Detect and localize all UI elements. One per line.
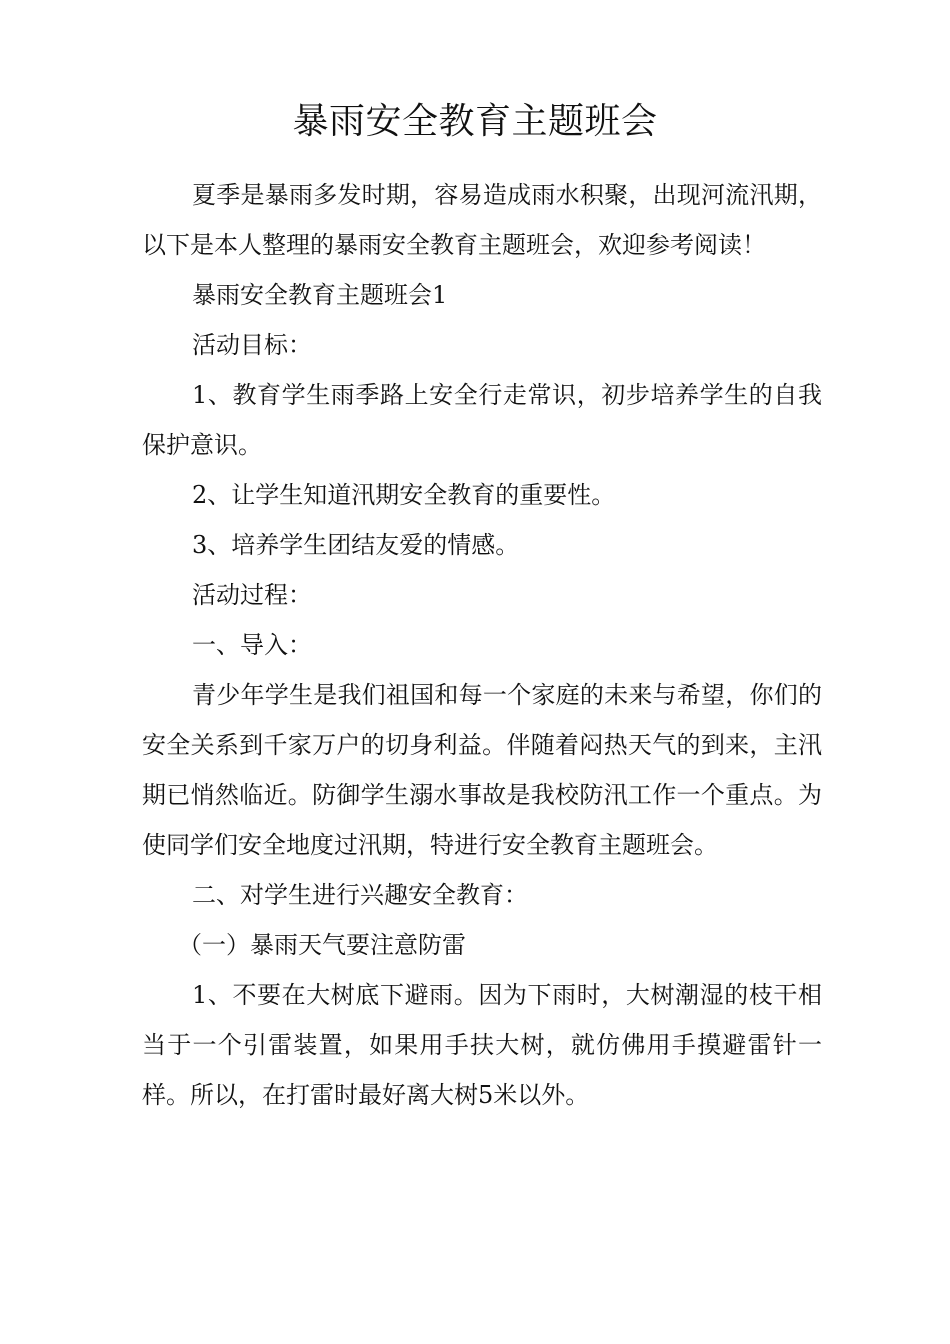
document-title: 暴雨安全教育主题班会 <box>292 101 658 142</box>
activity-process-heading: 活动过程： <box>192 581 312 609</box>
intro-section-heading: 一、导入： <box>192 631 312 659</box>
goal-item-1: 1、教育学生雨季路上安全行走常识，初步培养学生的自我保护意识。 <box>142 381 822 459</box>
safety-education-heading: 二、对学生进行兴趣安全教育： <box>192 881 528 909</box>
intro-section-paragraph: 青少年学生是我们祖国和每一个家庭的未来与希望，你们的安全关系到千家万户的切身利益。伴随着闷热天气的到来，主汛期已悄然临近。防御学生溺水事故是我校防汛工作一个重点。为使同学们安全地度过汛期，特进行安全教育主题班会。 <box>142 681 822 859</box>
lightning-subheading: （一）暴雨天气要注意防雷 <box>178 931 466 959</box>
lightning-item-1: 1、不要在大树底下避雨。因为下雨时，大树潮湿的枝干相当于一个引雷装置，如果用手扶大树，就仿佛用手摸避雷针一样。所以，在打雷时最好离大树5米以外。 <box>142 981 822 1109</box>
goal-item-3: 3、培养学生团结友爱的情感。 <box>192 531 520 559</box>
intro-paragraph: 夏季是暴雨多发时期，容易造成雨水积聚，出现河流汛期，以下是本人整理的暴雨安全教育主题班会，欢迎参考阅读！ <box>142 181 822 259</box>
goal-item-2: 2、让学生知道汛期安全教育的重要性。 <box>192 481 616 509</box>
section-heading: 暴雨安全教育主题班会1 <box>192 281 448 309</box>
activity-goals-heading: 活动目标： <box>192 331 312 359</box>
document-body <box>142 170 822 1120</box>
